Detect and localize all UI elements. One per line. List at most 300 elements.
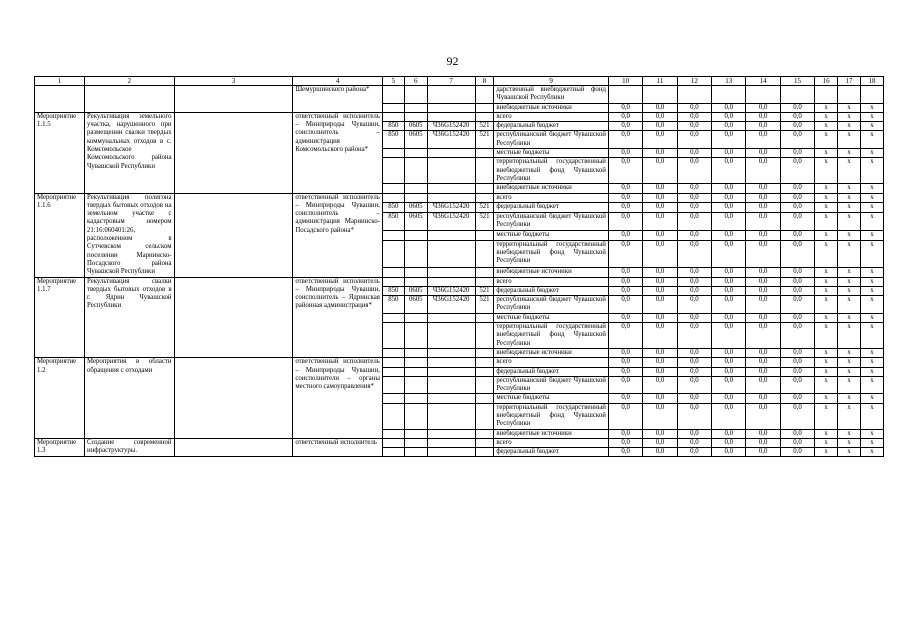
value-cell: 0,0 bbox=[746, 277, 780, 286]
column-number-row bbox=[35, 77, 884, 86]
value-cell: 0,0 bbox=[780, 184, 814, 193]
value-cell: 0,0 bbox=[780, 203, 814, 213]
value-cell: 0,0 bbox=[712, 429, 746, 438]
table-row bbox=[35, 86, 884, 104]
value-cell: x bbox=[815, 212, 838, 230]
budget-code-target-article bbox=[427, 313, 475, 322]
value-cell: x bbox=[860, 158, 883, 184]
budget-code-grbs bbox=[382, 358, 404, 367]
value-cell: 0,0 bbox=[643, 149, 677, 158]
value-cell: x bbox=[815, 184, 838, 193]
budget-code-target-article: Ч36G152420 bbox=[427, 212, 475, 230]
budget-code-expense-type: 521 bbox=[475, 212, 494, 230]
budget-code-section bbox=[404, 193, 427, 203]
value-cell: x bbox=[815, 348, 838, 357]
value-cell: 0,0 bbox=[780, 267, 814, 277]
value-cell: x bbox=[815, 394, 838, 403]
value-cell: x bbox=[860, 149, 883, 158]
funding-source-cell: республиканский бюджет Чувашской Республики bbox=[494, 131, 609, 149]
budget-code-target-article bbox=[427, 376, 475, 394]
value-cell: 0,0 bbox=[608, 212, 642, 230]
value-cell: x bbox=[815, 429, 838, 438]
value-cell: 0,0 bbox=[677, 184, 711, 193]
value-cell: x bbox=[860, 286, 883, 295]
value-cell: x bbox=[838, 448, 861, 457]
column-number-13: 13 bbox=[712, 77, 746, 86]
value-cell: 0,0 bbox=[677, 240, 711, 267]
measure-id-cell: Мероприятие 1.1.5 bbox=[35, 112, 85, 193]
funding-source-cell: всего bbox=[494, 438, 609, 447]
value-cell: 0,0 bbox=[712, 212, 746, 230]
column-number-18: 18 bbox=[860, 77, 883, 86]
page-number: 92 bbox=[446, 54, 459, 68]
measure-id-cell: Мероприятие 1.1.6 bbox=[35, 193, 85, 277]
budget-code-expense-type: 521 bbox=[475, 296, 494, 314]
value-cell: 0,0 bbox=[746, 240, 780, 267]
budget-code-grbs bbox=[382, 193, 404, 203]
value-cell: x bbox=[860, 240, 883, 267]
budget-code-grbs: 850 bbox=[382, 286, 404, 295]
budget-code-expense-type bbox=[475, 193, 494, 203]
budget-code-grbs bbox=[382, 158, 404, 184]
column-3-cell bbox=[174, 112, 293, 193]
value-cell: 0,0 bbox=[643, 212, 677, 230]
value-cell: x bbox=[860, 376, 883, 394]
value-cell: 0,0 bbox=[780, 193, 814, 203]
value-cell: x bbox=[838, 358, 861, 367]
budget-table bbox=[34, 76, 884, 457]
measure-name-cell: Рекультивация свалки твердых бытовых отходов в г. Ядрин Чувашской Республики bbox=[85, 277, 175, 358]
budget-code-expense-type bbox=[475, 367, 494, 376]
value-cell: 0,0 bbox=[746, 267, 780, 277]
value-cell: 0,0 bbox=[677, 394, 711, 403]
value-cell bbox=[712, 86, 746, 104]
budget-code-expense-type bbox=[475, 277, 494, 286]
value-cell: x bbox=[815, 267, 838, 277]
column-number-1: 1 bbox=[35, 77, 85, 86]
funding-source-cell: всего bbox=[494, 193, 609, 203]
value-cell: x bbox=[815, 358, 838, 367]
value-cell: x bbox=[815, 203, 838, 213]
value-cell: 0,0 bbox=[780, 313, 814, 322]
budget-code-grbs bbox=[382, 149, 404, 158]
table-row bbox=[35, 193, 884, 203]
column-3-cell bbox=[174, 86, 293, 113]
value-cell: x bbox=[838, 296, 861, 314]
value-cell: 0,0 bbox=[677, 212, 711, 230]
value-cell: 0,0 bbox=[780, 240, 814, 267]
budget-code-grbs bbox=[382, 112, 404, 121]
budget-code-grbs bbox=[382, 348, 404, 357]
value-cell: 0,0 bbox=[712, 267, 746, 277]
budget-code-expense-type: 521 bbox=[475, 122, 494, 131]
budget-code-target-article bbox=[427, 403, 475, 429]
budget-code-cell bbox=[382, 103, 404, 112]
value-cell bbox=[643, 86, 677, 104]
budget-code-expense-type bbox=[475, 376, 494, 394]
value-cell: 0,0 bbox=[780, 122, 814, 131]
value-cell: 0,0 bbox=[643, 403, 677, 429]
value-cell: 0,0 bbox=[712, 348, 746, 357]
value-cell: x bbox=[815, 367, 838, 376]
value-cell: x bbox=[860, 403, 883, 429]
budget-code-cell bbox=[382, 86, 404, 104]
value-cell: 0,0 bbox=[746, 367, 780, 376]
value-cell: 0,0 bbox=[643, 429, 677, 438]
value-cell: 0,0 bbox=[746, 149, 780, 158]
value-cell bbox=[838, 86, 861, 104]
value-cell: x bbox=[838, 394, 861, 403]
column-number-16: 16 bbox=[815, 77, 838, 86]
budget-code-target-article bbox=[427, 429, 475, 438]
value-cell: 0,0 bbox=[712, 122, 746, 131]
value-cell: x bbox=[860, 323, 883, 349]
value-cell: 0,0 bbox=[712, 358, 746, 367]
executor-cell: ответственный исполнитель – Минприроды Чувашии, соисполнители – органы местного самоуправления* bbox=[293, 358, 383, 439]
value-cell: 0,0 bbox=[643, 267, 677, 277]
budget-code-target-article bbox=[427, 231, 475, 241]
value-cell: 0,0 bbox=[608, 267, 642, 277]
budget-code-grbs bbox=[382, 231, 404, 241]
value-cell: 0,0 bbox=[643, 348, 677, 357]
value-cell: x bbox=[815, 112, 838, 121]
value-cell: 0,0 bbox=[677, 296, 711, 314]
value-cell: 0,0 bbox=[608, 149, 642, 158]
value-cell: x bbox=[815, 323, 838, 349]
value-cell: x bbox=[838, 240, 861, 267]
value-cell: 0,0 bbox=[746, 103, 780, 112]
value-cell: x bbox=[815, 149, 838, 158]
value-cell: 0,0 bbox=[608, 193, 642, 203]
value-cell bbox=[815, 86, 838, 104]
value-cell: x bbox=[860, 296, 883, 314]
budget-code-section bbox=[404, 376, 427, 394]
funding-source-cell: внебюджетные источники bbox=[494, 184, 609, 193]
value-cell: x bbox=[815, 286, 838, 295]
value-cell: x bbox=[838, 184, 861, 193]
budget-code-target-article bbox=[427, 184, 475, 193]
column-number-7: 7 bbox=[427, 77, 475, 86]
value-cell: 0,0 bbox=[712, 184, 746, 193]
value-cell: 0,0 bbox=[643, 277, 677, 286]
value-cell: 0,0 bbox=[677, 193, 711, 203]
value-cell: x bbox=[838, 323, 861, 349]
budget-code-section bbox=[404, 112, 427, 121]
value-cell: 0,0 bbox=[643, 376, 677, 394]
budget-code-grbs: 850 bbox=[382, 212, 404, 230]
budget-code-grbs bbox=[382, 267, 404, 277]
value-cell: 0,0 bbox=[608, 184, 642, 193]
value-cell: x bbox=[860, 184, 883, 193]
value-cell: 0,0 bbox=[677, 267, 711, 277]
value-cell: 0,0 bbox=[712, 277, 746, 286]
budget-code-grbs bbox=[382, 448, 404, 457]
value-cell: x bbox=[838, 203, 861, 213]
value-cell: x bbox=[838, 286, 861, 295]
column-number-12: 12 bbox=[677, 77, 711, 86]
funding-source-cell: республиканский бюджет Чувашской Республики bbox=[494, 212, 609, 230]
value-cell: 0,0 bbox=[643, 296, 677, 314]
funding-source-cell: территориальный государственный внебюджетный фонд Чувашской Республики bbox=[494, 158, 609, 184]
budget-code-target-article bbox=[427, 112, 475, 121]
funding-source-cell: федеральный бюджет bbox=[494, 203, 609, 213]
value-cell: 0,0 bbox=[643, 122, 677, 131]
funding-source-cell: внебюджетные источники bbox=[494, 429, 609, 438]
value-cell: 0,0 bbox=[712, 131, 746, 149]
funding-source-cell: республиканский бюджет Чувашской Республики bbox=[494, 296, 609, 314]
value-cell: 0,0 bbox=[712, 231, 746, 241]
value-cell: 0,0 bbox=[677, 286, 711, 295]
value-cell: 0,0 bbox=[746, 429, 780, 438]
value-cell: 0,0 bbox=[608, 296, 642, 314]
column-number-15: 15 bbox=[780, 77, 814, 86]
value-cell: 0,0 bbox=[780, 277, 814, 286]
budget-code-target-article bbox=[427, 149, 475, 158]
value-cell: 0,0 bbox=[608, 348, 642, 357]
value-cell: 0,0 bbox=[746, 286, 780, 295]
value-cell: x bbox=[838, 313, 861, 322]
value-cell: 0,0 bbox=[780, 323, 814, 349]
value-cell: 0,0 bbox=[746, 348, 780, 357]
value-cell: 0,0 bbox=[746, 296, 780, 314]
budget-code-cell bbox=[427, 103, 475, 112]
table-row bbox=[35, 277, 884, 286]
value-cell: 0,0 bbox=[712, 149, 746, 158]
value-cell: 0,0 bbox=[608, 158, 642, 184]
value-cell: 0,0 bbox=[746, 122, 780, 131]
value-cell: 0,0 bbox=[677, 323, 711, 349]
funding-source-cell: территориальный государственный внебюджетный фонд Чувашской Республики bbox=[494, 240, 609, 267]
budget-code-section bbox=[404, 348, 427, 357]
budget-code-expense-type bbox=[475, 240, 494, 267]
value-cell: 0,0 bbox=[712, 323, 746, 349]
value-cell: x bbox=[838, 348, 861, 357]
funding-source-cell: федеральный бюджет bbox=[494, 448, 609, 457]
funding-source-cell: всего bbox=[494, 277, 609, 286]
value-cell: 0,0 bbox=[608, 277, 642, 286]
budget-code-grbs: 850 bbox=[382, 203, 404, 213]
column-3-cell bbox=[174, 358, 293, 439]
value-cell: 0,0 bbox=[608, 122, 642, 131]
value-cell: 0,0 bbox=[643, 203, 677, 213]
measure-id-cell: Мероприятие 1.2 bbox=[35, 358, 85, 439]
value-cell: x bbox=[860, 348, 883, 357]
budget-code-expense-type bbox=[475, 348, 494, 357]
column-number-17: 17 bbox=[838, 77, 861, 86]
value-cell: 0,0 bbox=[608, 103, 642, 112]
value-cell: 0,0 bbox=[677, 231, 711, 241]
value-cell: 0,0 bbox=[608, 231, 642, 241]
value-cell: 0,0 bbox=[746, 158, 780, 184]
value-cell: 0,0 bbox=[780, 448, 814, 457]
budget-code-cell bbox=[404, 103, 427, 112]
budget-code-expense-type bbox=[475, 323, 494, 349]
value-cell: 0,0 bbox=[643, 313, 677, 322]
value-cell: 0,0 bbox=[712, 448, 746, 457]
value-cell: 0,0 bbox=[712, 313, 746, 322]
value-cell: 0,0 bbox=[780, 212, 814, 230]
value-cell: x bbox=[838, 267, 861, 277]
value-cell: 0,0 bbox=[746, 323, 780, 349]
value-cell: 0,0 bbox=[608, 448, 642, 457]
measure-name-cell: Рекультивация земельного участка, нарушенного при размещении свалки твердых коммунальных отходов в с. Комсомольское Комсомольского района Чувашской Республики bbox=[85, 112, 175, 193]
budget-code-section bbox=[404, 184, 427, 193]
value-cell: 0,0 bbox=[712, 403, 746, 429]
value-cell: 0,0 bbox=[643, 448, 677, 457]
value-cell: 0,0 bbox=[677, 277, 711, 286]
budget-code-target-article bbox=[427, 323, 475, 349]
budget-code-target-article bbox=[427, 394, 475, 403]
value-cell: 0,0 bbox=[780, 438, 814, 447]
funding-source-cell: территориальный государственный внебюджетный фонд Чувашской Республики bbox=[494, 403, 609, 429]
column-number-14: 14 bbox=[746, 77, 780, 86]
value-cell: 0,0 bbox=[712, 158, 746, 184]
budget-code-target-article bbox=[427, 158, 475, 184]
measure-name-cell bbox=[85, 86, 175, 113]
value-cell: x bbox=[815, 313, 838, 322]
value-cell: x bbox=[815, 277, 838, 286]
value-cell: x bbox=[815, 131, 838, 149]
value-cell: x bbox=[838, 231, 861, 241]
value-cell: 0,0 bbox=[712, 286, 746, 295]
value-cell: x bbox=[838, 149, 861, 158]
value-cell: 0,0 bbox=[712, 112, 746, 121]
column-3-cell bbox=[174, 193, 293, 277]
value-cell: 0,0 bbox=[608, 394, 642, 403]
value-cell: x bbox=[815, 376, 838, 394]
table-row bbox=[35, 112, 884, 121]
value-cell: x bbox=[860, 131, 883, 149]
budget-code-target-article bbox=[427, 193, 475, 203]
budget-code-target-article: Ч36G152420 bbox=[427, 296, 475, 314]
value-cell: 0,0 bbox=[780, 403, 814, 429]
value-cell: 0,0 bbox=[677, 131, 711, 149]
value-cell: 0,0 bbox=[746, 212, 780, 230]
value-cell: 0,0 bbox=[746, 394, 780, 403]
funding-source-cell: федеральный бюджет bbox=[494, 122, 609, 131]
measure-id-cell: Мероприятие 1.3 bbox=[35, 438, 85, 457]
funding-source-cell: республиканский бюджет Чувашской Республики bbox=[494, 376, 609, 394]
budget-code-grbs bbox=[382, 313, 404, 322]
budget-code-target-article bbox=[427, 348, 475, 357]
value-cell: 0,0 bbox=[712, 296, 746, 314]
budget-code-grbs bbox=[382, 277, 404, 286]
value-cell: x bbox=[860, 203, 883, 213]
value-cell: 0,0 bbox=[643, 103, 677, 112]
budget-code-section bbox=[404, 367, 427, 376]
value-cell: 0,0 bbox=[712, 240, 746, 267]
value-cell: x bbox=[815, 103, 838, 112]
budget-code-expense-type bbox=[475, 358, 494, 367]
value-cell: 0,0 bbox=[712, 203, 746, 213]
budget-code-cell bbox=[427, 86, 475, 104]
value-cell: 0,0 bbox=[677, 358, 711, 367]
value-cell: x bbox=[838, 277, 861, 286]
value-cell: x bbox=[860, 313, 883, 322]
budget-code-grbs bbox=[382, 429, 404, 438]
value-cell: 0,0 bbox=[608, 376, 642, 394]
value-cell: 0,0 bbox=[746, 131, 780, 149]
budget-code-target-article bbox=[427, 448, 475, 457]
value-cell: x bbox=[860, 103, 883, 112]
funding-source-cell: внебюджетные источники bbox=[494, 267, 609, 277]
value-cell: 0,0 bbox=[608, 323, 642, 349]
value-cell: 0,0 bbox=[677, 112, 711, 121]
budget-code-expense-type bbox=[475, 267, 494, 277]
value-cell: 0,0 bbox=[643, 323, 677, 349]
budget-code-expense-type bbox=[475, 429, 494, 438]
value-cell: x bbox=[815, 438, 838, 447]
column-3-cell bbox=[174, 438, 293, 457]
value-cell: x bbox=[838, 376, 861, 394]
value-cell: 0,0 bbox=[677, 149, 711, 158]
budget-code-grbs bbox=[382, 438, 404, 447]
value-cell: x bbox=[860, 429, 883, 438]
measure-name-cell: Создание современной инфраструктуры. bbox=[85, 438, 175, 457]
budget-code-target-article: Ч36G152420 bbox=[427, 203, 475, 213]
value-cell: x bbox=[838, 131, 861, 149]
budget-code-target-article bbox=[427, 267, 475, 277]
value-cell: 0,0 bbox=[608, 240, 642, 267]
budget-code-expense-type bbox=[475, 394, 494, 403]
value-cell: 0,0 bbox=[677, 438, 711, 447]
value-cell: x bbox=[815, 448, 838, 457]
budget-code-expense-type bbox=[475, 313, 494, 322]
value-cell: x bbox=[860, 112, 883, 121]
value-cell: x bbox=[838, 193, 861, 203]
budget-code-target-article: Ч36G152420 bbox=[427, 131, 475, 149]
budget-code-section bbox=[404, 438, 427, 447]
value-cell bbox=[608, 86, 642, 104]
value-cell: x bbox=[860, 358, 883, 367]
budget-code-grbs bbox=[382, 403, 404, 429]
value-cell: x bbox=[860, 394, 883, 403]
value-cell: x bbox=[860, 231, 883, 241]
value-cell: 0,0 bbox=[712, 103, 746, 112]
budget-code-section bbox=[404, 277, 427, 286]
value-cell: x bbox=[815, 122, 838, 131]
value-cell: 0,0 bbox=[608, 112, 642, 121]
budget-code-grbs bbox=[382, 376, 404, 394]
value-cell: 0,0 bbox=[643, 240, 677, 267]
budget-code-target-article: Ч36G152420 bbox=[427, 286, 475, 295]
value-cell: 0,0 bbox=[677, 448, 711, 457]
value-cell: 0,0 bbox=[780, 131, 814, 149]
column-number-2: 2 bbox=[85, 77, 175, 86]
value-cell: 0,0 bbox=[608, 403, 642, 429]
budget-code-section bbox=[404, 448, 427, 457]
value-cell: x bbox=[860, 367, 883, 376]
value-cell: x bbox=[860, 212, 883, 230]
value-cell bbox=[746, 86, 780, 104]
budget-code-section bbox=[404, 403, 427, 429]
budget-code-section: 0605 bbox=[404, 203, 427, 213]
value-cell: 0,0 bbox=[643, 184, 677, 193]
value-cell: 0,0 bbox=[746, 438, 780, 447]
value-cell: 0,0 bbox=[643, 367, 677, 376]
budget-code-target-article bbox=[427, 438, 475, 447]
budget-code-target-article bbox=[427, 358, 475, 367]
executor-cell: ответственный исполнитель – Минприроды Чувашии, соисполнитель – администрация Мариинско-Посадского района* bbox=[293, 193, 383, 277]
value-cell: 0,0 bbox=[780, 286, 814, 295]
funding-source-cell: внебюджетные источники bbox=[494, 103, 609, 112]
table-row bbox=[35, 358, 884, 367]
column-3-cell bbox=[174, 277, 293, 358]
value-cell: 0,0 bbox=[712, 367, 746, 376]
funding-source-cell: территориальный государственный внебюджетный фонд Чувашской Республики bbox=[494, 323, 609, 349]
column-number-11: 11 bbox=[643, 77, 677, 86]
value-cell bbox=[860, 86, 883, 104]
